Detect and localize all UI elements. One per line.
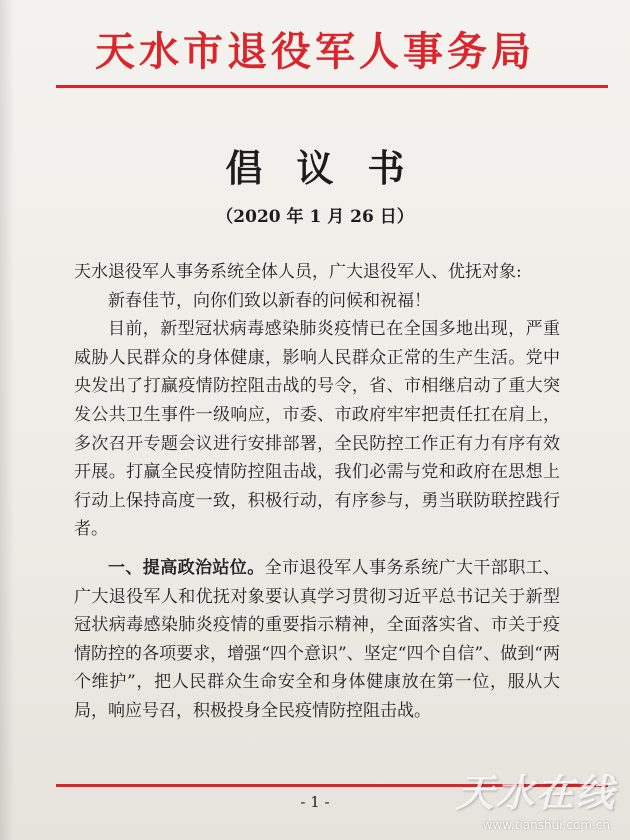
paragraph-section-1 [74, 554, 560, 726]
watermark-url: www.tianshui.com.cn [482, 818, 610, 832]
watermark-logo: 天水在线 [455, 771, 616, 815]
document-date: （2020 年 1 月 26 日） [216, 207, 414, 227]
section-1-heading: 一、提高政治站位。 [108, 557, 265, 578]
letterhead-red-rule [56, 85, 608, 88]
document-title: 倡议书 [225, 146, 439, 190]
section-1-text: 全市退役军人事务系统广大干部职工、广大退役军人和优抚对象要认真学习贯彻习近平总书记关于新型冠状病毒感染肺炎疫情的重要指示精神，全面落实省、市关于疫情防控的各项要求，增强“四个意识”、坚定“四个自信”、做到“两个维护”，把人民群众生命安全和身体健康放在第一位，服从大局，响应号召，积极投身全民疫情防控阻击战。 [74, 557, 561, 721]
salutation: 天水退役军人事务系统全体人员，广大退役军人、优抚对象: [74, 262, 522, 282]
page-number: - 1 - [300, 793, 330, 811]
paragraph-intro: 目前，新型冠状病毒感染肺炎疫情已在全国多地出现，严重威胁人民群众的身体健康，影响人民群众正常的生产生活。党中央发出了打赢疫情防控阻击战的号令，省、市相继启动了重大突发公共卫生事件一级响应，市委、市政府牢牢把责任扛在肩上，多次召开专题会议进行安排部署，全民防控工作正有力有序有效开展。打赢全民疫情防控阻击战，我们必需与党和政府在思想上行动上保持高度一致，积极行动，有序参与，勇当联防联控践行者。 [74, 319, 560, 540]
document-body [74, 258, 560, 726]
greeting-paragraph: 新春佳节，向你们致以新春的问候和祝福！ [108, 290, 431, 311]
letterhead-org-name: 天水市退役军人事务局 [95, 28, 535, 75]
page-edge-shadow [0, 0, 14, 840]
